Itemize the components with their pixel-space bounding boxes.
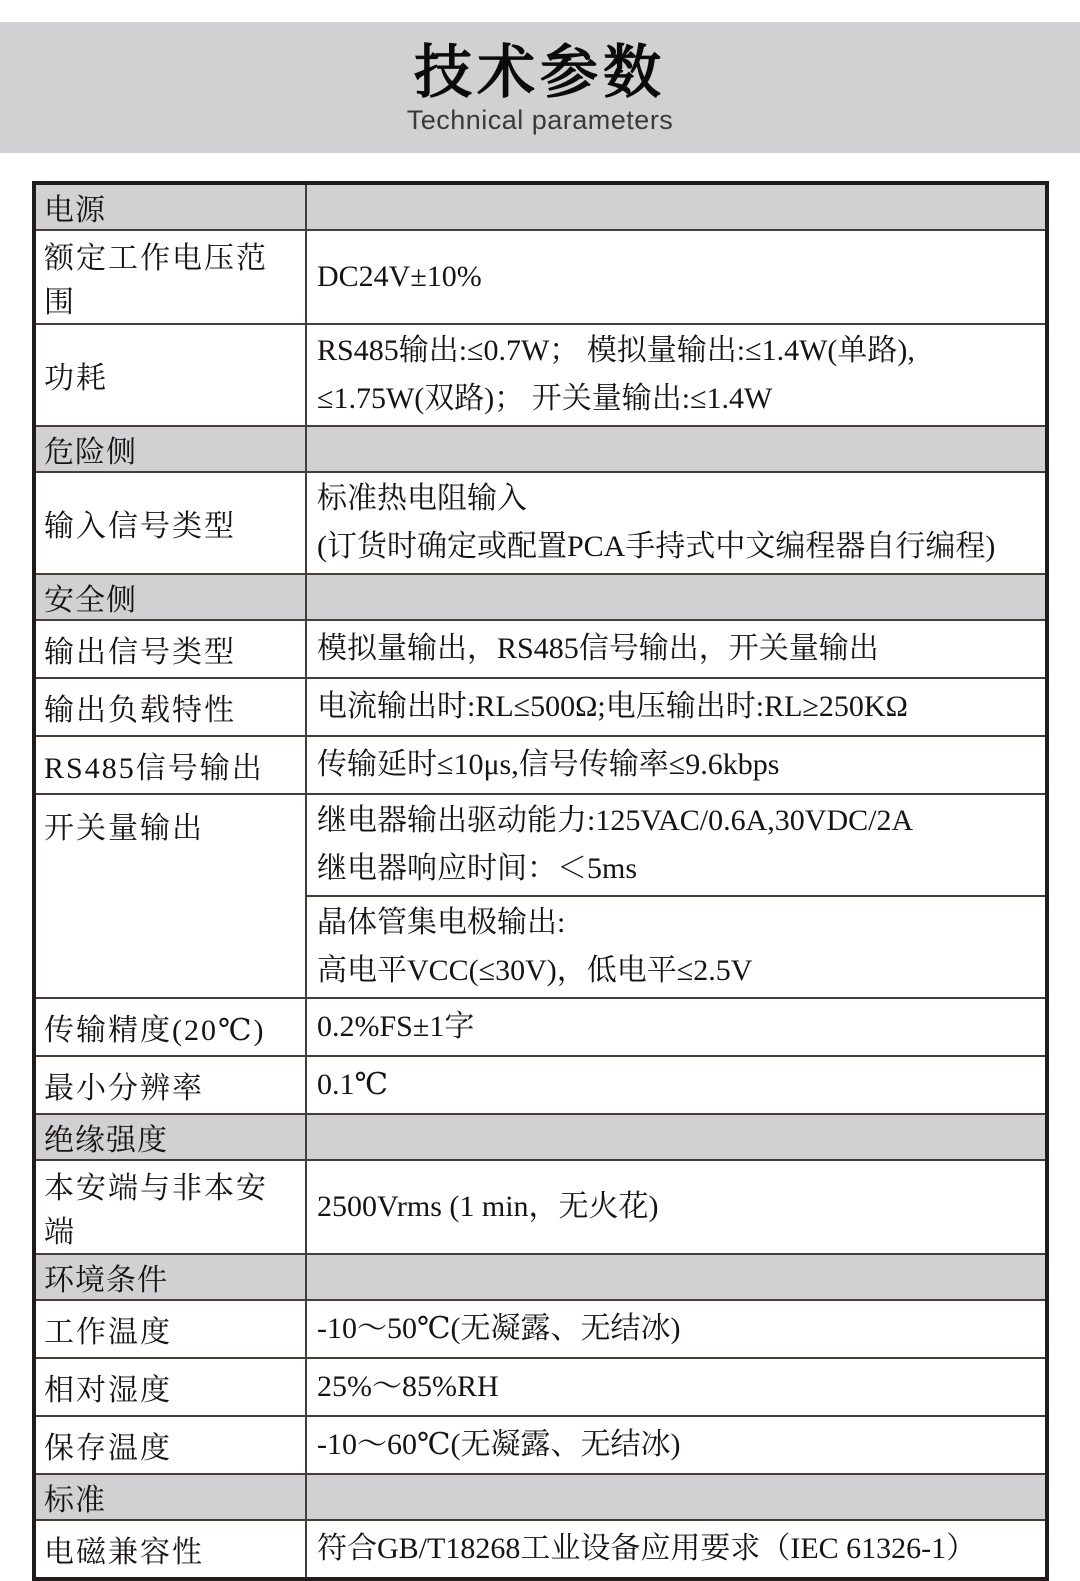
spec-value-line: (订货时确定或配置PCA手持式中文编程器自行编程) (317, 530, 996, 563)
spec-value-line: 2500Vrms (1 min，无火花) (317, 1190, 659, 1223)
spec-value-cell (306, 324, 1047, 426)
spec-value-line: DC24V±10% (317, 260, 482, 293)
spec-row (34, 1160, 1047, 1254)
spec-value-line: 继电器响应时间：＜5ms (317, 852, 638, 885)
spec-value-line: 0.1℃ (317, 1068, 389, 1101)
spec-label: 开关量输出 (44, 812, 204, 845)
spec-row (34, 1416, 1047, 1474)
spec-value-cell (306, 794, 1047, 896)
spec-label-cell (34, 1160, 306, 1254)
spec-value-cell (306, 230, 1047, 324)
spec-table (32, 181, 1049, 1581)
spec-value-cell (306, 998, 1047, 1056)
spec-label-cell (34, 736, 306, 794)
section-label: 危险侧 (44, 436, 137, 469)
spec-row (34, 998, 1047, 1056)
spec-row (34, 230, 1047, 324)
spec-label-cell (34, 230, 306, 324)
section-empty-cell (306, 183, 1047, 230)
spec-value-cell (306, 620, 1047, 678)
spec-label: 本安端与非本安端 (44, 1172, 268, 1249)
spec-value-cell (306, 1300, 1047, 1358)
spec-row (34, 472, 1047, 574)
spec-label: 最小分辨率 (44, 1072, 204, 1105)
section-row (34, 1474, 1047, 1520)
spec-value-line: 传输延时≤10μs,信号传输率≤9.6kbps (317, 748, 780, 781)
spec-row (34, 678, 1047, 736)
section-empty-cell (306, 426, 1047, 472)
section-empty-cell (306, 1254, 1047, 1300)
spec-value-line: 晶体管集电极输出: (317, 906, 566, 939)
spec-value-cell (306, 1520, 1047, 1579)
spec-value-line: 标准热电阻输入 (317, 482, 527, 515)
section-row (34, 426, 1047, 472)
spec-row (34, 1056, 1047, 1114)
spec-row (34, 1358, 1047, 1416)
spec-label: RS485信号输出 (44, 752, 264, 785)
spec-label: 输出负载特性 (44, 694, 236, 727)
spec-value-cell (306, 472, 1047, 574)
spec-label: 工作温度 (44, 1316, 172, 1349)
spec-value-line: 模拟量输出，RS485信号输出，开关量输出 (317, 632, 879, 665)
spec-table-body (34, 183, 1047, 1579)
spec-value-line: -10～50℃(无凝露、无结冰) (317, 1312, 681, 1345)
spec-row (34, 736, 1047, 794)
section-label: 标准 (44, 1484, 106, 1517)
spec-label-cell (34, 1520, 306, 1579)
section-label-cell (34, 426, 306, 472)
section-empty-cell (306, 1114, 1047, 1160)
spec-row (34, 1520, 1047, 1579)
spec-label-cell (34, 620, 306, 678)
section-label-cell (34, 1474, 306, 1520)
spec-row (34, 620, 1047, 678)
spec-label: 电磁兼容性 (44, 1536, 204, 1569)
spec-row (34, 794, 1047, 896)
spec-value-line: 高电平VCC(≤30V)，低电平≤2.5V (317, 954, 753, 987)
spec-label-cell (34, 1300, 306, 1358)
spec-value-cell (306, 896, 1047, 998)
spec-label-cell (34, 678, 306, 736)
spec-row (34, 324, 1047, 426)
section-row (34, 1254, 1047, 1300)
spec-label-cell (34, 998, 306, 1056)
section-label: 安全侧 (44, 584, 137, 617)
spec-value-line: RS485输出:≤0.7W； 模拟量输出:≤1.4W(单路), (317, 334, 915, 367)
section-label-cell (34, 183, 306, 230)
section-label: 环境条件 (44, 1264, 168, 1297)
section-row (34, 183, 1047, 230)
section-row (34, 1114, 1047, 1160)
section-row (34, 574, 1047, 620)
spec-label-cell (34, 472, 306, 574)
spec-value-line: ≤1.75W(双路)； 开关量输出:≤1.4W (317, 382, 773, 415)
spec-label-cell (34, 794, 306, 998)
spec-value-line: 0.2%FS±1字 (317, 1010, 475, 1043)
spec-value-line: 符合GB/T18268工业设备应用要求（IEC 61326-1） (317, 1532, 977, 1565)
spec-value-cell (306, 1160, 1047, 1254)
spec-value-cell (306, 1358, 1047, 1416)
spec-row (34, 1300, 1047, 1358)
spec-value-line: 25%～85%RH (317, 1370, 499, 1403)
spec-value-cell (306, 736, 1047, 794)
header-banner (0, 22, 1080, 153)
spec-value-cell (306, 1416, 1047, 1474)
spec-value-line: -10～60℃(无凝露、无结冰) (317, 1428, 681, 1461)
spec-label-cell (34, 1416, 306, 1474)
spec-value-cell (306, 678, 1047, 736)
page-subtitle: Technical parameters (406, 105, 674, 135)
spec-label-cell (34, 324, 306, 426)
spec-label: 保存温度 (44, 1432, 172, 1465)
spec-value-cell (306, 1056, 1047, 1114)
page-title: 技术参数 (413, 38, 666, 106)
spec-label: 功耗 (44, 362, 108, 395)
section-label: 电源 (44, 194, 106, 227)
spec-label: 输入信号类型 (44, 510, 236, 543)
spec-value-line: 电流输出时:RL≤500Ω;电压输出时:RL≥250KΩ (317, 690, 908, 723)
section-empty-cell (306, 574, 1047, 620)
section-label-cell (34, 1254, 306, 1300)
section-label-cell (34, 1114, 306, 1160)
spec-label-cell (34, 1358, 306, 1416)
spec-label: 传输精度(20℃) (44, 1014, 266, 1047)
spec-value-line: 继电器输出驱动能力:125VAC/0.6A,30VDC/2A (317, 804, 914, 837)
spec-label-cell (34, 1056, 306, 1114)
spec-label: 输出信号类型 (44, 636, 236, 669)
section-label-cell (34, 574, 306, 620)
section-empty-cell (306, 1474, 1047, 1520)
spec-label: 相对湿度 (44, 1374, 172, 1407)
spec-label: 额定工作电压范围 (44, 242, 268, 319)
section-label: 绝缘强度 (44, 1124, 168, 1157)
